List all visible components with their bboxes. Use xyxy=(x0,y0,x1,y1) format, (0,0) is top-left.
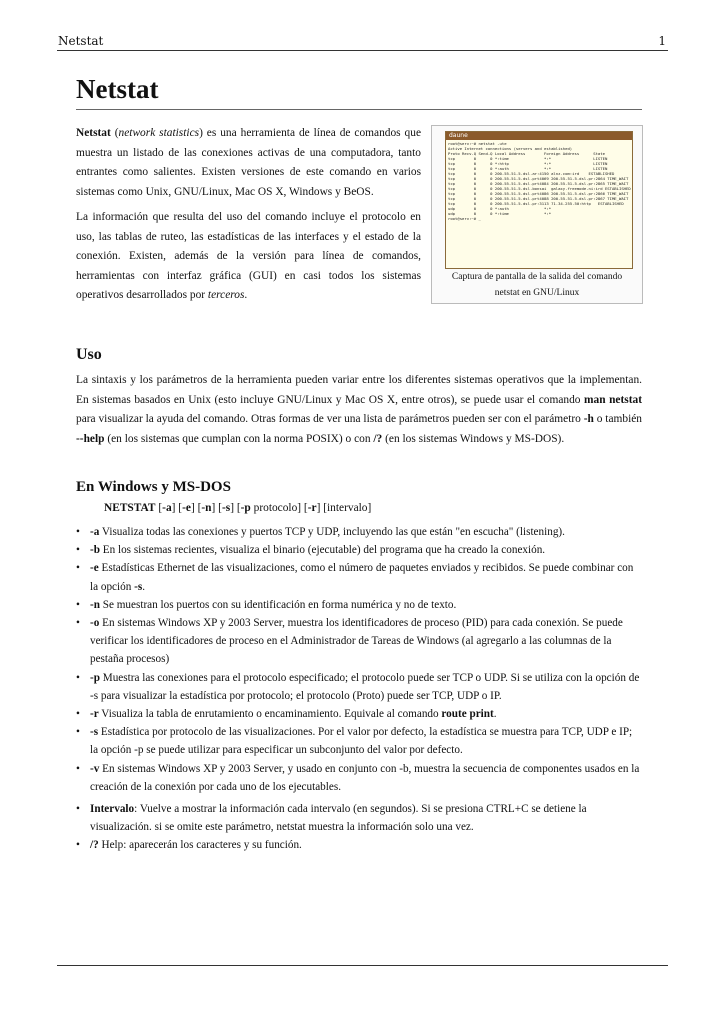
header-title: Netstat xyxy=(58,34,104,48)
list-item: • -s Estadística por protocolo de las visualizaciones. Por el valor por defecto, la estadística se muestra para TCP, UDP e IP; la opción -p se puede utilizar para especificar un subconjunto del valor por defecto. xyxy=(76,723,642,759)
section-heading-windows: En Windows y MS-DOS xyxy=(76,479,231,495)
command-syntax: NETSTAT [-a] [-e] [-n] [-s] [-p protocolo] [-r] [intervalo] xyxy=(104,502,372,514)
terminal-titlebar: daune xyxy=(446,132,632,140)
intro-paragraph-1: Netstat (network statistics) es una herramienta de línea de comandos que muestra un listado de las conexiones activas de una computadora, tanto entrantes como salientes. Existen versiones de este comando en varios sistemas como Unix, GNU/Linux, Mac OS X, Windows y BeOS. xyxy=(76,127,421,198)
terminal-output: root@serv:~# netstat -ute Active Internet connections (servers and established) Proto Recv-Q Send-Q Local Address Foreign Address State tcp 0 0 *:time *:* LISTEN tcp 0 0 *:http *:* LISTEN tcp 0 0 *:auth *:* LISTEN tcp 0 0 200-55-51-5.dsl.ar:4150 alnz.com:ird ESTABLISHED tcp 0 0 200-55-51-5.dsl.prt4069 200-55-51-5.dsl.pr:2864 TIME_WAIT tcp 0 0 200-55-51-5.dsl.prt4084 200-55-51-5.dsl.pr:2865 TIME_WAIT tcp 0 0 200-55-51-5.dsl.bonsai galaxy.freemode.ni:ird ESTABLISHED tcp 0 0 200-55-51-5.dsl.prt4086 200-55-51-5.dsl.pr:2866 TIME_WAIT tcp 0 0 200-55-51-5.dsl.prt4088 200-55-51-5.dsl.pr:2867 TIME_WAIT tcp 0 0 200-55-51-5.dsl.pr:3113 71.34.255.50:http ESTABLISHED udp 0 0 *:auth *:* udp 0 0 *:time *:* root@serv:~# _ xyxy=(448,141,631,221)
title-rule xyxy=(76,109,642,110)
list-item: • -o En sistemas Windows XP y 2003 Server, muestra los identificadores de proceso (PID) para cada conexión. Se puede verificar los identificadores de proceso en el Administrador de Tareas de Windows (al agregarlo a las columnas de la pestaña procesos) xyxy=(76,614,642,669)
footer-rule xyxy=(57,965,668,966)
screenshot-figure xyxy=(431,125,643,304)
section-heading-uso: Uso xyxy=(76,346,102,363)
list-item: • -r Visualiza la tabla de enrutamiento o encaminamiento. Equivale al comando route print. xyxy=(76,705,642,723)
intro-text xyxy=(76,124,421,312)
list-item: • -n Se muestran los puertos con su identificación en forma numérica y no de texto. xyxy=(76,596,642,614)
list-item: • -a Visualiza todas las conexiones y puertos TCP y UDP, incluyendo las que están "en escucha" (listening). xyxy=(76,523,642,541)
list-item: • -p Muestra las conexiones para el protocolo especificado; el protocolo puede ser TCP o UDP. Si se utiliza con la opción de -s para visualizar la estadística por protocolo; el protocolo (Proto) puede ser TCP, UDP o IP. xyxy=(76,669,642,705)
intro-paragraph-2: La información que resulta del uso del comando incluye el protocolo en uso, las tablas de ruteo, las estadísticas de las interfaces y el estado de la conexión. Existen, además de la versión para línea de comandos, herramientas con interfaz gráfica (GUI) en casi todos los sistemas operativos desarrollados por terceros. xyxy=(76,211,421,301)
list-item: • /? Help: aparecerán los caracteres y su función. xyxy=(76,836,642,854)
terminal-screenshot xyxy=(445,131,633,269)
list-item: • -v En sistemas Windows XP y 2003 Server, y usado en conjunto con -b, muestra la secuencia de componentes usados en la creación de la conexión por cada uno de los ejecutables. xyxy=(76,760,642,796)
header-rule xyxy=(57,50,668,51)
list-item: • Intervalo: Vuelve a mostrar la información cada intervalo (en segundos). Si se presiona CTRL+C se detiene la visualización. si se omite este parámetro, netstat muestra la información solo una vez. xyxy=(76,800,642,836)
page-number: 1 xyxy=(658,34,666,48)
figure-caption: Captura de pantalla de la salida del comando netstat en GNU/Linux xyxy=(451,272,623,298)
uso-paragraph: La sintaxis y los parámetros de la herramienta pueden variar entre los diferentes sistemas operativos que la implementan. En sistemas basados en Unix (esto incluye GNU/Linux y Mac OS X, entre otros), se puede usar el comando man netstat para visualizar la ayuda del comando. Otras formas de ver una lista de parámetros pueden ser con el parámetro -h o también --help (en los sistemas que cumplan con la norma POSIX) o con /? (en los sistemas Windows y MS-DOS). xyxy=(76,374,642,445)
list-item: • -e Estadísticas Ethernet de las visualizaciones, como el número de paquetes enviados y recibidos. Se puede combinar con la opción -s. xyxy=(76,559,642,595)
article-title: Netstat xyxy=(76,74,159,104)
options-list xyxy=(76,523,642,855)
list-item: • -b En los sistemas recientes, visualiza el binario (ejecutable) del programa que ha creado la conexión. xyxy=(76,541,642,559)
